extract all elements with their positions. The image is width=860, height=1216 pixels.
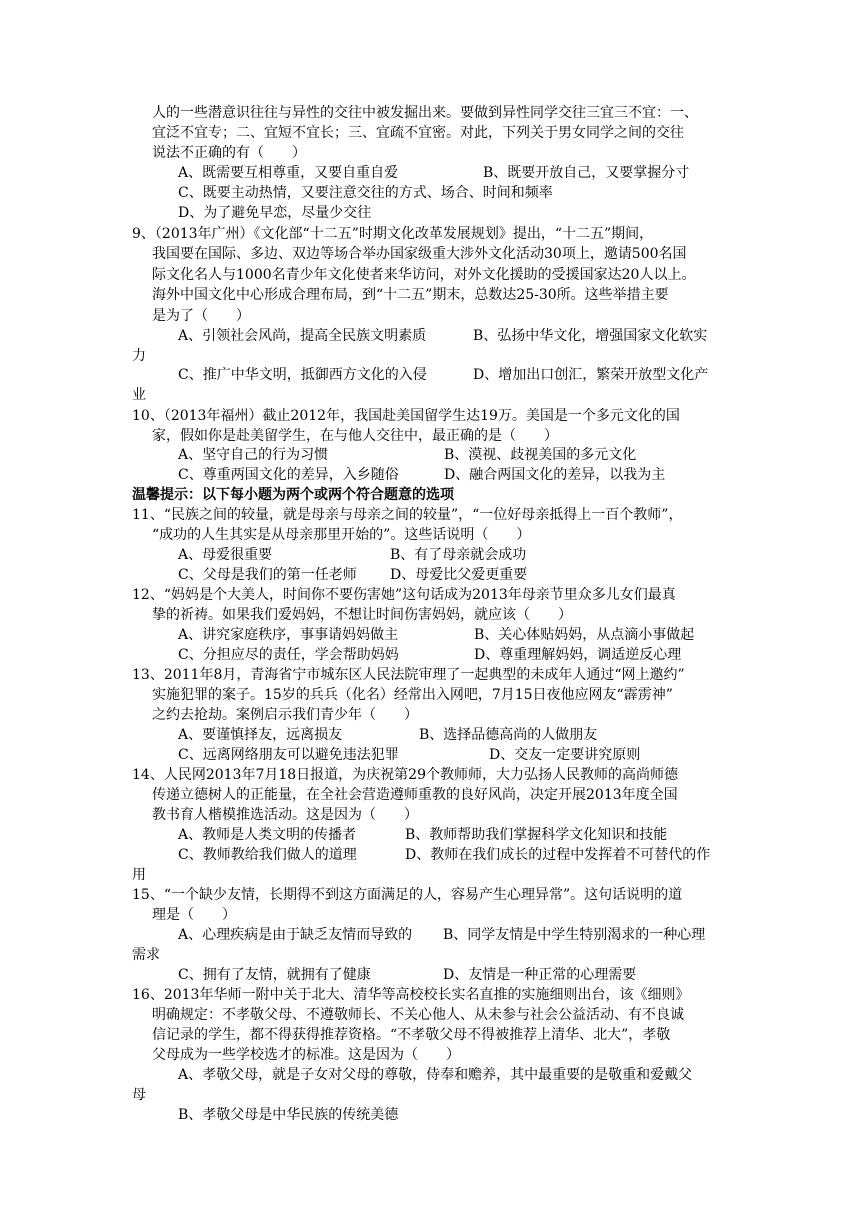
q9-option-c: C、推广中华文明，抵御西方文化的入侵	[178, 367, 427, 383]
q13-option-d: D、交友一定要讲究原则	[489, 747, 641, 763]
q10-option-a: A、坚守自己的行为习惯	[178, 447, 329, 463]
q15-option-b-wrap: 需求	[132, 947, 160, 963]
q12-line-1: 12、“妈妈是个大美人，时间你不要伤害她”这句话成为2013年母亲节里众多儿女们最真	[132, 587, 676, 603]
q8-option-d: D、为了避免早恋，尽量少交往	[178, 205, 372, 221]
q11-option-d: D、母爱比父爱更重要	[390, 567, 528, 583]
q9-line-3: 际文化名人与1000名青少年文化使者来华访问，对外文化援助的受援国家达20人以上。	[152, 267, 696, 283]
q15-line-2: 理是（ ）	[152, 907, 236, 923]
q14-option-a: A、教师是人类文明的传播者	[178, 827, 357, 843]
q13-line-3: 之约去抢劫。案例启示我们青少年（ ）	[152, 707, 418, 723]
q15-option-c: C、拥有了友情，就拥有了健康	[178, 967, 371, 983]
q9-line-5: 是为了（ ）	[152, 308, 250, 324]
q11-line-2: “成功的人生其实是从母亲那里开始的”。这些话说明（ ）	[152, 527, 531, 543]
q16-line-4: 父母成为一些学校选才的标准。这是因为（ ）	[152, 1047, 460, 1063]
section-tip: 温馨提示：以下每小题为两个或两个符合题意的选项	[132, 487, 454, 503]
q16-option-b: B、孝敬父母是中华民族的传统美德	[178, 1107, 399, 1123]
q9-option-d-wrap: 业	[132, 387, 146, 403]
q9-line-2: 我国要在国际、多边、双边等场合举办国家级重大涉外文化活动30项上，邀请500名国	[152, 246, 687, 262]
q16-option-a: A、孝敬父母，就是子女对父母的尊敬，侍奉和赡养，其中最重要的是敬重和爱戴父	[178, 1067, 693, 1083]
q14-option-d: D、教师在我们成长的过程中发挥着不可替代的作	[405, 847, 711, 863]
q10-option-b: B、漠视、歧视美国的多元文化	[444, 447, 637, 463]
q13-line-1: 13、2011年8月，青海省宁市城东区人民法院审理了一起典型的未成年人通过“网上邀约”	[132, 667, 685, 683]
q9-line-1: 9、（2013年广州）《文化部“十二五”时期文化改革发展规划》提出，“十二五”期间，	[132, 226, 654, 242]
q9-option-b: B、弘扬中华文化，增强国家文化软实	[473, 328, 708, 344]
q12-option-d: D、尊重理解妈妈，调适逆反心理	[474, 647, 682, 663]
q8-option-a: A、既需要互相尊重，又要自重自爱	[178, 165, 399, 181]
q8-line-3: 说法不正确的有（ ）	[152, 145, 306, 161]
q15-option-a: A、心理疾病是由于缺乏友情而导致的	[178, 927, 413, 943]
q14-option-b: B、教师帮助我们掌握科学文化知识和技能	[405, 827, 668, 843]
q8-option-b: B、既要开放自己，又要掌握分寸	[483, 165, 690, 181]
q16-option-a-wrap: 母	[132, 1087, 146, 1103]
q8-line-1: 人的一些潜意识往往与异性的交往中被发掘出来。要做到异性同学交往三宜三不宜：一、	[152, 105, 698, 121]
q15-option-d: D、友情是一种正常的心理需要	[443, 967, 637, 983]
q8-option-c: C、既要主动热情，又要注意交往的方式、场合、时间和频率	[178, 185, 553, 201]
q11-option-b: B、有了母亲就会成功	[390, 547, 527, 563]
q16-line-2: 明确规定：不孝敬父母、不遵敬师长、不关心他人、从未参与社会公益活动、有不良诚	[152, 1007, 684, 1023]
q8-line-2: 宜泛不宜专；二、宜短不宜长；三、宜疏不宜密。对此，下列关于男女同学之间的交往	[152, 125, 684, 141]
q14-option-c: C、教师教给我们做人的道理	[178, 847, 357, 863]
q13-option-a: A、要谨慎择友，远离损友	[178, 727, 343, 743]
q14-line-1: 14、人民网2013年7月18日报道，为庆祝第29个教师师，大力弘扬人民教师的高尚师德	[132, 767, 678, 783]
q10-option-c: C、尊重两国文化的差异，入乡随俗	[178, 467, 399, 483]
q9-option-d: D、增加出口创汇，繁荣开放型文化产	[473, 367, 709, 383]
q12-option-a: A、讲究家庭秩序，事事请妈妈做主	[178, 627, 399, 643]
q13-option-b: B、选择品德高尚的人做朋友	[419, 727, 598, 743]
q10-line-2: 家，假如你是赴美留学生，在与他人交往中，最正确的是（ ）	[152, 428, 558, 444]
q9-option-a: A、引领社会风尚，提高全民族文明素质	[178, 328, 427, 344]
q15-line-1: 15、“一个缺少友情，长期得不到这方面满足的人，容易产生心理异常”。这句话说明的道	[132, 887, 683, 903]
q16-line-3: 信记录的学生，都不得获得推荐资格。“不孝敬父母不得被推荐上清华、北大”，孝敬	[152, 1027, 671, 1043]
q10-option-d: D、融合两国文化的差异，以我为主	[444, 467, 666, 483]
q10-line-1: 10、（2013年福州）截止2012年，我国赴美国留学生达19万。美国是一个多元文化的国	[132, 408, 680, 424]
q12-option-b: B、关心体贴妈妈，从点滴小事做起	[474, 627, 695, 643]
q9-option-b-wrap: 力	[132, 348, 146, 364]
q14-line-3: 教书育人楷模推选活动。这是因为（ ）	[152, 807, 418, 823]
q14-line-2: 传递立德树人的正能量，在全社会营造遵师重教的良好风尚，决定开展2013年度全国	[152, 787, 678, 803]
q9-line-4: 海外中国文化中心形成合理布局，到“十二五”期末，总数达25-30所。这些举措主要	[152, 287, 669, 303]
q16-line-1: 16、2013年华师一附中关于北大、清华等高校校长实名直推的实施细则出台，该《细则》	[132, 987, 690, 1003]
q15-option-b: B、同学友情是中学生特别渴求的一种心理	[443, 927, 706, 943]
q14-option-d-wrap: 用	[132, 867, 146, 883]
q11-line-1: 11、“民族之间的较量，就是母亲与母亲之间的较量”，“一位好母亲抵得上一百个教师”，	[132, 507, 683, 523]
q11-option-a: A、母爱很重要	[178, 547, 273, 563]
q12-line-2: 挚的祈祷。如果我们爱妈妈，不想让时间伤害妈妈，就应该（ ）	[152, 607, 572, 623]
q11-option-c: C、父母是我们的第一任老师	[178, 567, 357, 583]
q12-option-c: C、分担应尽的责任，学会帮助妈妈	[178, 647, 399, 663]
q13-option-c: C、远离网络朋友可以避免违法犯罪	[178, 747, 399, 763]
q13-line-2: 实施犯罪的案子。15岁的兵兵（化名）经常出入网吧，7月15日夜他应网友“霹雳神”	[152, 687, 673, 703]
